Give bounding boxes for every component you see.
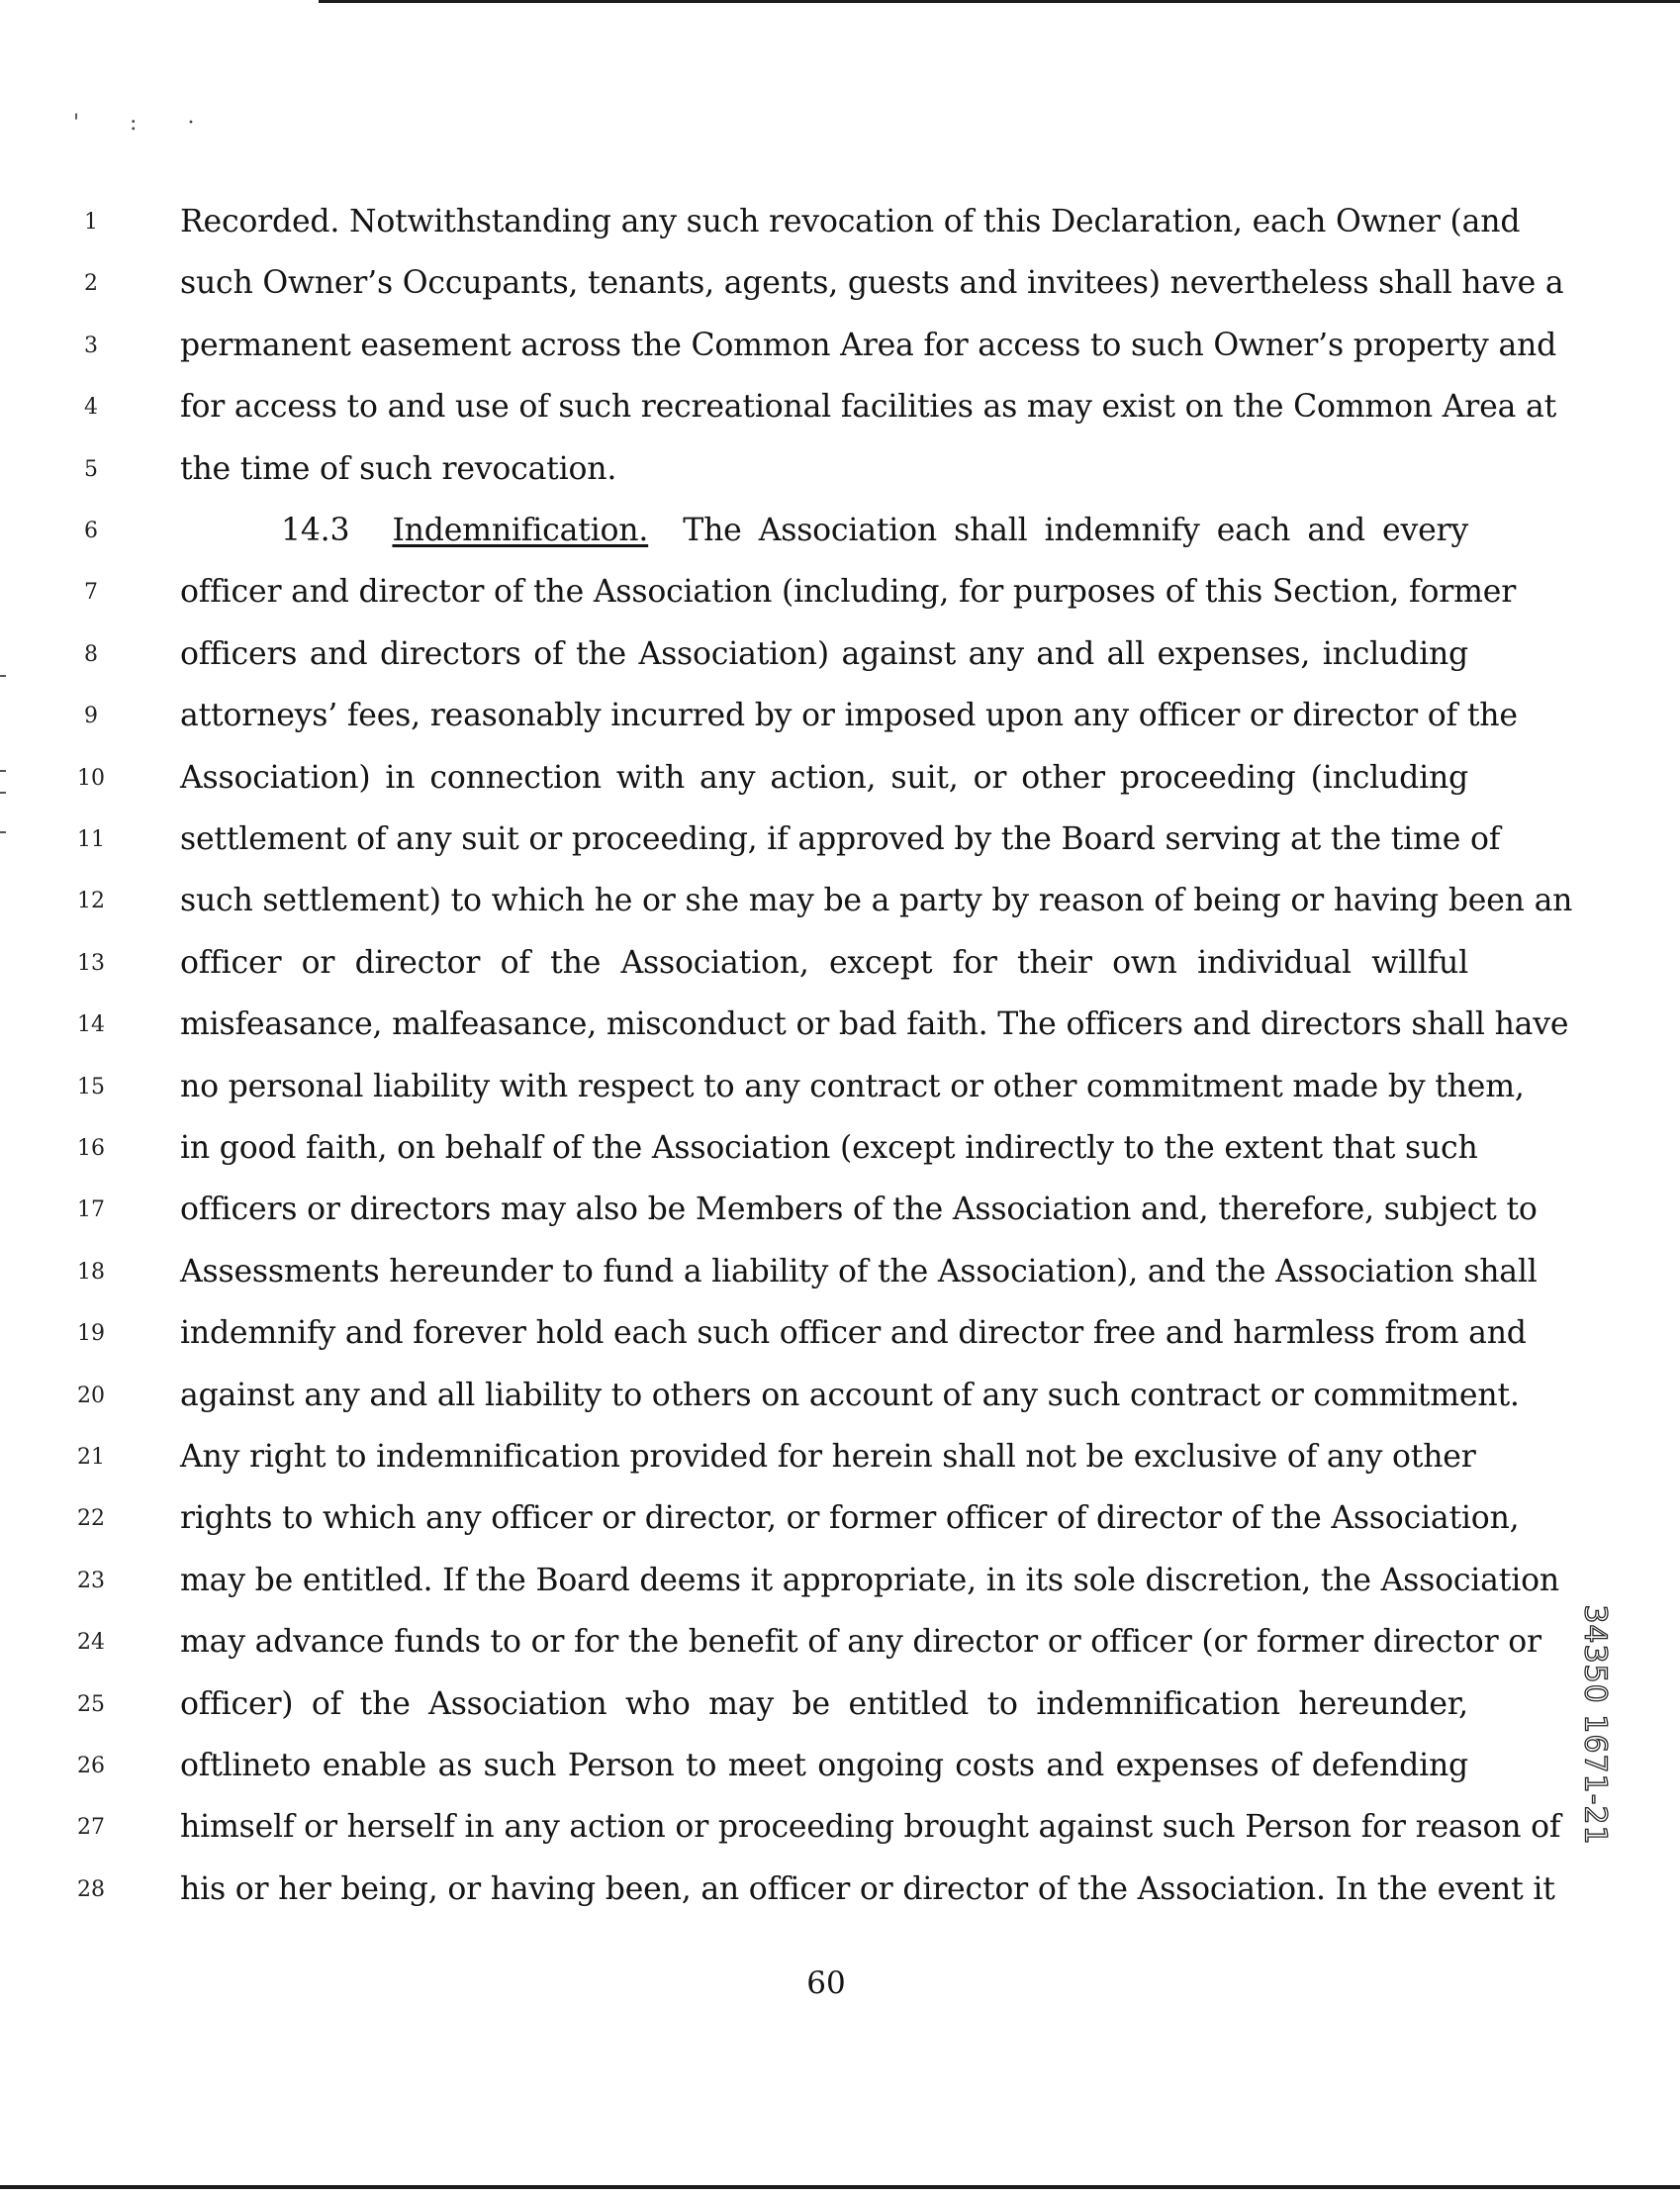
line-number: 4: [84, 395, 98, 420]
text-line: Recorded. Notwithstanding any such revocation of this Declaration, each Owner (and: [180, 204, 1521, 239]
text-line: Association) in connection with any action, suit, or other proceeding (including: [180, 760, 1468, 796]
recording-stamp: [1567, 1586, 1623, 1863]
page-number: 60: [806, 1965, 846, 2001]
section-number: 14.3: [281, 513, 350, 548]
line-number: 19: [77, 1321, 105, 1346]
text-line: no personal liability with respect to any contract or other commitment made by them,: [180, 1069, 1525, 1104]
line-number: 5: [84, 457, 98, 482]
line-number: 1: [84, 210, 98, 235]
line-number: 14: [77, 1012, 105, 1037]
text-line: his or her being, or having been, an officer or director of the Association. In the event it: [180, 1871, 1555, 1907]
scan-edge-mark: [0, 792, 6, 794]
line-number: 6: [84, 519, 98, 543]
line-number: 17: [77, 1197, 105, 1222]
text-line: officer) of the Association who may be entitled to indemnification hereunder,: [180, 1686, 1468, 1722]
line-number: 13: [77, 951, 105, 976]
text-line: oftlineto enable as such Person to meet ongoing costs and expenses of defending: [180, 1748, 1468, 1783]
text-line: officers or directors may also be Members of the Association and, therefore, subject to: [180, 1192, 1538, 1227]
bottom-scan-border: [0, 2185, 1680, 2189]
line-number: 2: [84, 271, 98, 296]
line-number: 15: [77, 1075, 105, 1099]
line-number: 8: [84, 642, 98, 667]
text-line: misfeasance, malfeasance, misconduct or bad faith. The officers and directors shall have: [180, 1006, 1569, 1042]
text-line: officers and directors of the Association) against any and all expenses, including: [180, 636, 1468, 672]
line-number: 12: [77, 889, 105, 913]
text-line: [180, 511, 1468, 550]
top-scan-border: [319, 0, 1680, 3]
line-number: 10: [77, 766, 105, 791]
scan-edge-mark: [0, 770, 6, 772]
line-text: The Association shall indemnify each and every: [683, 513, 1468, 548]
line-number: 7: [84, 580, 98, 605]
text-line: the time of such revocation.: [180, 451, 617, 487]
text-line: in good faith, on behalf of the Association (except indirectly to the extent that such: [180, 1130, 1478, 1166]
text-line: himself or herself in any action or proceeding brought against such Person for reason of: [180, 1809, 1561, 1845]
text-line: indemnify and forever hold each such officer and director free and harmless from and: [180, 1315, 1527, 1351]
line-number: 16: [77, 1136, 105, 1161]
scan-edge-mark: [0, 831, 6, 833]
line-number: 22: [77, 1506, 105, 1531]
text-line: officer or director of the Association, except for their own individual willful: [180, 945, 1468, 981]
recording-number: 34350 1671-21: [1577, 1604, 1613, 1846]
text-line: settlement of any suit or proceeding, if approved by the Board serving at the time of: [180, 821, 1501, 857]
section-heading: Indemnification.: [392, 513, 649, 548]
line-number: 23: [77, 1569, 105, 1593]
text-line: Any right to indemnification provided for herein shall not be exclusive of any other: [180, 1439, 1476, 1475]
text-line: rights to which any officer or director, or former officer of director of the Association,: [180, 1500, 1520, 1536]
text-line: such settlement) to which he or she may be a party by reason of being or having been an: [180, 883, 1573, 918]
line-number: 28: [77, 1877, 105, 1902]
scan-artifact: ' : ·: [73, 111, 217, 136]
line-number: 11: [77, 827, 105, 852]
line-number: 18: [77, 1260, 105, 1285]
scan-edge-mark: [0, 675, 6, 677]
text-line: may be entitled. If the Board deems it appropriate, in its sole discretion, the Association: [180, 1563, 1559, 1598]
text-line: permanent easement across the Common Area for access to such Owner’s property and: [180, 328, 1557, 363]
text-line: for access to and use of such recreational facilities as may exist on the Common Area at: [180, 389, 1557, 425]
line-number: 25: [77, 1692, 105, 1717]
text-line: such Owner’s Occupants, tenants, agents, guests and invitees) nevertheless shall have a: [180, 265, 1564, 301]
text-line: officer and director of the Association (including, for purposes of this Section, former: [180, 574, 1517, 610]
line-number: 24: [77, 1630, 105, 1655]
line-number: 3: [84, 334, 98, 358]
text-line: against any and all liability to others on account of any such contract or commitment.: [180, 1378, 1520, 1413]
text-line: Assessments hereunder to fund a liability of the Association), and the Association shall: [180, 1254, 1538, 1290]
text-line: attorneys’ fees, reasonably incurred by or imposed upon any officer or director of the: [180, 698, 1518, 733]
text-line: may advance funds to or for the benefit of any director or officer (or former director or: [180, 1624, 1541, 1660]
line-number: 9: [84, 704, 98, 728]
line-number: 20: [77, 1384, 105, 1408]
line-number: 26: [77, 1754, 105, 1778]
line-number: 27: [77, 1815, 105, 1840]
line-number: 21: [77, 1445, 105, 1470]
